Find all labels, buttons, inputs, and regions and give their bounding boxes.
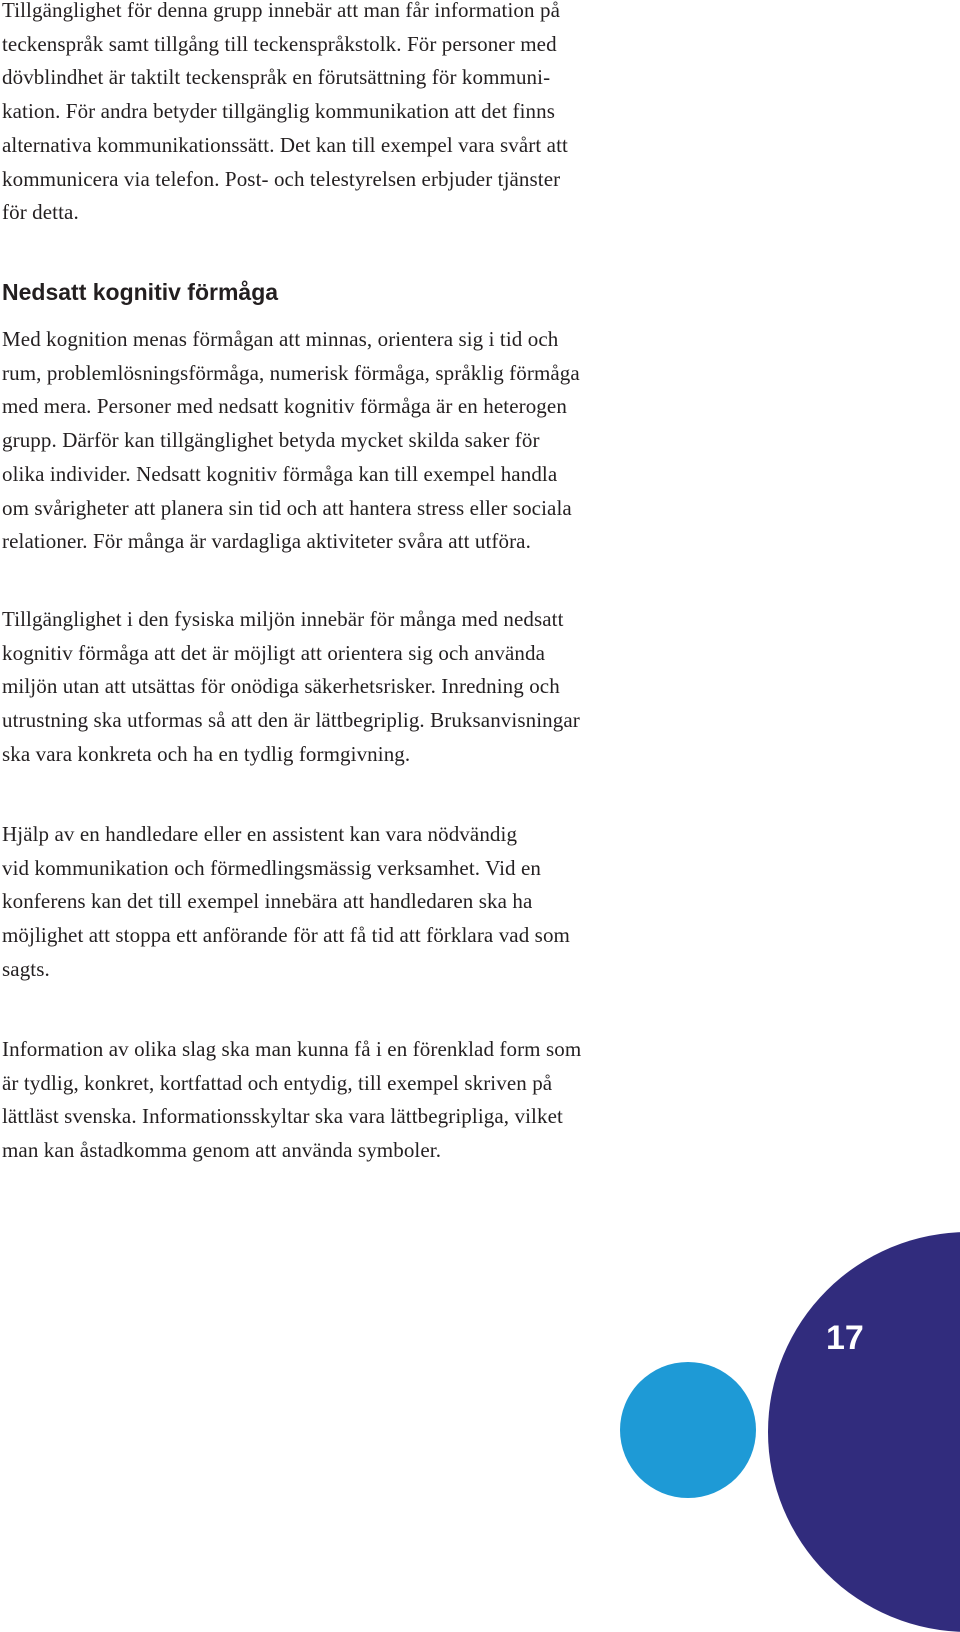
text-line: dövblindhet är taktilt teckenspråk en förutsättning för kommuni- xyxy=(2,65,551,90)
paragraph-assistance xyxy=(2,818,570,987)
paragraph-sign-language xyxy=(2,0,568,230)
text-line: med mera. Personer med nedsatt kognitiv förmåga är en heterogen xyxy=(2,394,567,419)
text-line: relationer. För många är vardagliga aktiviteter svåra att utföra. xyxy=(2,529,531,554)
text-line: rum, problemlösningsförmåga, numerisk förmåga, språklig förmåga xyxy=(2,360,580,385)
text-line: Information av olika slag ska man kunna få i en förenklad form som xyxy=(2,1037,582,1061)
text-line: Tillgänglighet för denna grupp innebär att man får information på xyxy=(2,0,560,22)
text-line: olika individer. Nedsatt kognitiv förmåga kan till exempel handla xyxy=(2,461,558,486)
text-line: för detta. xyxy=(2,200,79,225)
text-line: kommunicera via telefon. Post- och telestyrelsen erbjuder tjänster xyxy=(2,166,561,191)
text-line: möjlighet att stoppa ett anförande för att få tid att förklara vad som xyxy=(2,923,570,948)
text-line: sagts. xyxy=(2,956,50,981)
text-line: om svårigheter att planera sin tid och att hantera stress eller sociala xyxy=(2,495,572,520)
decorative-circle-purple xyxy=(768,1232,960,1632)
text-line: grupp. Därför kan tillgänglighet betyda mycket skilda saker för xyxy=(2,428,540,453)
text-line: konferens kan det till exempel innebära att handledaren ska ha xyxy=(2,889,533,914)
text-line: ska vara konkreta och ha en tydlig formgivning. xyxy=(2,741,411,766)
text-line: kation. För andra betyder tillgänglig kommunikation att det finns xyxy=(2,99,555,124)
text-line: är tydlig, konkret, kortfattad och entydig, till exempel skriven på xyxy=(2,1070,553,1095)
text-line: teckenspråk samt tillgång till teckenspråkstolk. För personer med xyxy=(2,31,557,56)
page-number: 17 xyxy=(826,1319,864,1357)
text-line: kognitiv förmåga att det är möjligt att orientera sig och använda xyxy=(2,640,545,665)
text-line: Hjälp av en handledare eller en assistent kan vara nödvändig xyxy=(2,822,518,846)
text-line: alternativa kommunikationssätt. Det kan till exempel vara svårt att xyxy=(2,132,568,157)
text-line: man kan åstadkomma genom att använda symboler. xyxy=(2,1138,442,1163)
text-line: utrustning ska utformas så att den är lättbegriplig. Bruksanvisningar xyxy=(2,708,580,733)
text-line: lättläst svenska. Informationsskyltar ska vara lättbegripliga, vilket xyxy=(2,1104,563,1129)
paragraph-information xyxy=(2,1033,581,1168)
decorative-circle-blue xyxy=(620,1362,756,1498)
section-heading: Nedsatt kognitiv förmåga xyxy=(2,279,279,305)
text-line: vid kommunikation och förmedlingsmässig verksamhet. Vid en xyxy=(2,855,541,880)
text-line: Med kognition menas förmågan att minnas, orientera sig i tid och xyxy=(2,327,559,351)
paragraph-cognition-definition xyxy=(2,323,580,559)
text-line: Tillgänglighet i den fysiska miljön innebär för många med nedsatt xyxy=(2,607,564,631)
paragraph-physical-environment xyxy=(2,603,580,772)
text-line: miljön utan att utsättas för onödiga säkerhetsrisker. Inredning och xyxy=(2,674,560,699)
